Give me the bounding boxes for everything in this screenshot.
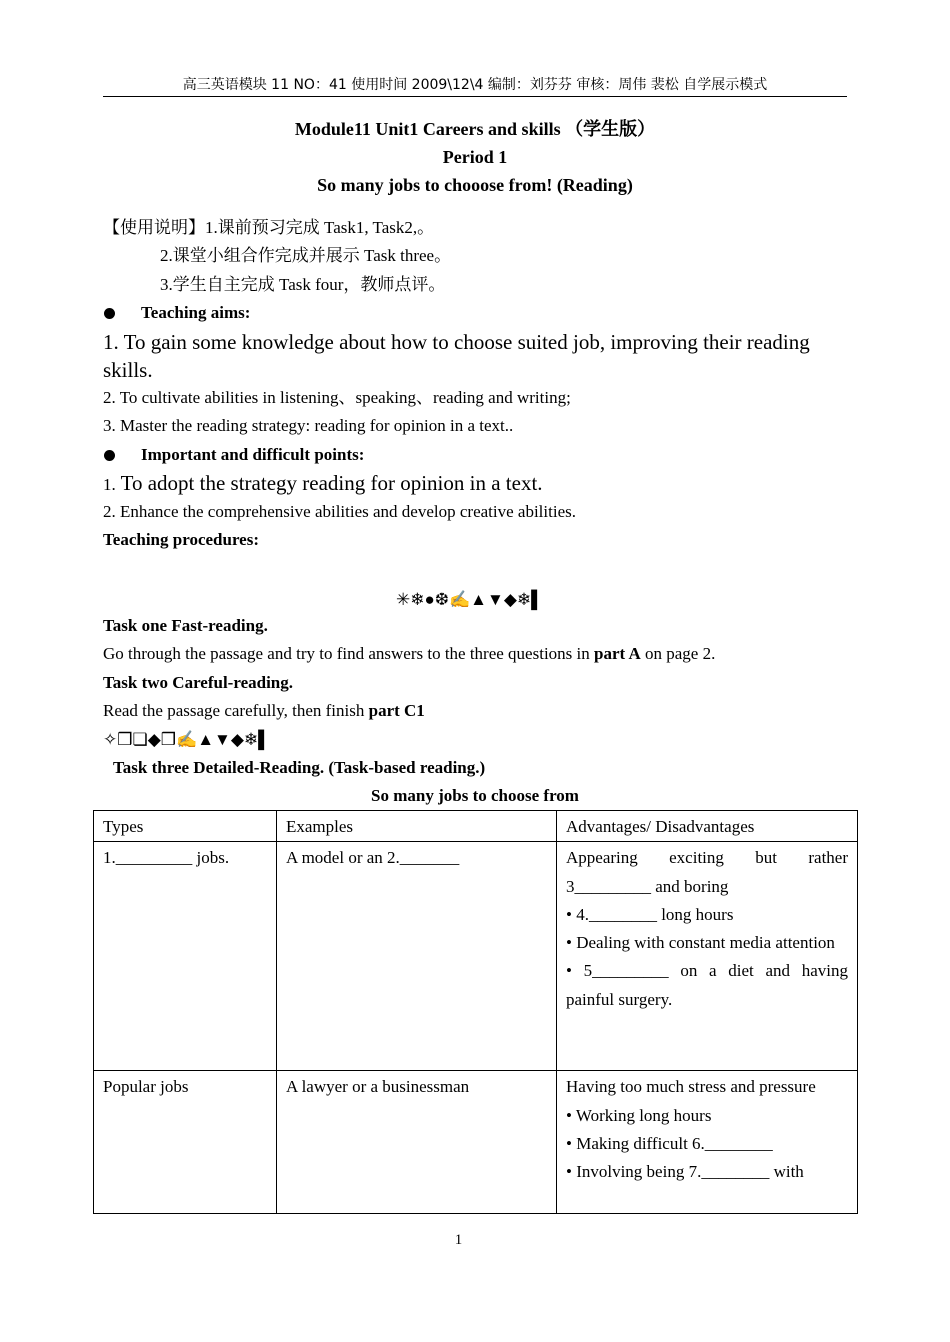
aim-item-1: 1. To gain some knowledge about how to choose suited job, improving their reading: [103, 330, 810, 354]
aim-item-1-cont: skills.: [103, 358, 153, 382]
period-title: Period 1: [442, 147, 508, 167]
aim-item-2: 2. To cultivate abilities in listening、speaking、reading and writing;: [103, 388, 571, 407]
bullet-icon: [104, 450, 115, 461]
header-types: Types: [94, 811, 277, 842]
jobs-table: [93, 810, 858, 1214]
task-three-heading: Task three Detailed-Reading. (Task-based reading.): [113, 758, 486, 777]
page-number: 1: [454, 1232, 463, 1248]
task-one-heading: Task one Fast-reading.: [103, 616, 268, 635]
task-two-heading: Task two Careful-reading.: [103, 673, 294, 692]
key-point-1: [103, 470, 543, 498]
aim-item-3: 3. Master the reading strategy: reading for opinion in a text..: [103, 416, 514, 435]
table-row: [94, 1071, 858, 1214]
lesson-title: So many jobs to chooose from! (Reading): [317, 175, 633, 195]
row2-adv-line: • Making difficult 6.________: [566, 1133, 773, 1153]
task-one-text-end: on page 2.: [640, 644, 716, 663]
task-one-part: part A: [594, 644, 641, 663]
module-title: Module11 Unit1 Careers and skills （学生版）: [294, 119, 656, 139]
instruction-line-3: 3.学生自主完成 Task four，教师点评。: [160, 275, 446, 294]
task-one-text-start: Go through the passage and try to find answers to the three questions in: [103, 644, 595, 663]
row2-adv-line: Having too much stress and pressure: [566, 1077, 816, 1097]
row1-adv-line: • 4.________ long hours: [566, 904, 734, 924]
task-two-part: part C1: [368, 701, 425, 720]
instruction-line-2: 2.课堂小组合作完成并展示 Task three。: [160, 246, 452, 265]
row2-example: A lawyer or a businessman: [277, 1071, 557, 1214]
page-header: 高三英语模块 11 NO：41 使用时间 2009\12\4 编制：刘芬芬 审核：周伟 裴松 自学展示模式: [103, 74, 847, 97]
symbol-row-1: ✳❄●❆✍▲▼◆❄▌: [396, 590, 544, 609]
row1-adv-line: • Dealing with constant media attention: [566, 933, 835, 953]
task-one-text: [103, 641, 715, 667]
row1-example: A model or an 2._______: [277, 842, 557, 1071]
header-examples: Examples: [277, 811, 557, 842]
task-two-text-start: Read the passage carefully, then finish: [103, 701, 369, 720]
key-point-2: 2. Enhance the comprehensive abilities and develop creative abilities.: [103, 502, 576, 521]
task-two-text: [103, 698, 425, 724]
bullet-icon: [104, 308, 115, 319]
key-point-1-number: 1.: [103, 475, 116, 494]
row2-adv-line: • Involving being 7.________ with: [566, 1162, 804, 1182]
key-point-1-text: To adopt the strategy reading for opinion in a text.: [115, 471, 543, 495]
row1-type: 1._________ jobs.: [94, 842, 277, 1071]
table-row: [94, 842, 858, 1071]
instruction-line-1: 【使用说明】1.课前预习完成 Task1, Task2,。: [103, 218, 435, 237]
table-header-row: [94, 811, 858, 842]
row1-advantages: [557, 842, 858, 1071]
header-advantages: Advantages/ Disadvantages: [557, 811, 858, 842]
teaching-aims-heading: Teaching aims:: [141, 303, 251, 322]
row2-adv-line: • Working long hours: [566, 1105, 712, 1125]
key-points-heading: Important and difficult points:: [141, 445, 365, 464]
row2-type: Popular jobs: [94, 1071, 277, 1214]
row1-adv-line: Appearing exciting but rather 3_________ and boring: [566, 848, 848, 896]
row1-adv-line: • 5_________ on a diet and having painful surgery.: [566, 961, 848, 1009]
symbol-row-2: ✧❒❏◆❒✍▲▼◆❄▌: [103, 730, 271, 749]
procedures-heading: Teaching procedures:: [103, 530, 260, 549]
table-title: So many jobs to choose from: [371, 786, 579, 805]
row2-advantages: [557, 1071, 858, 1214]
